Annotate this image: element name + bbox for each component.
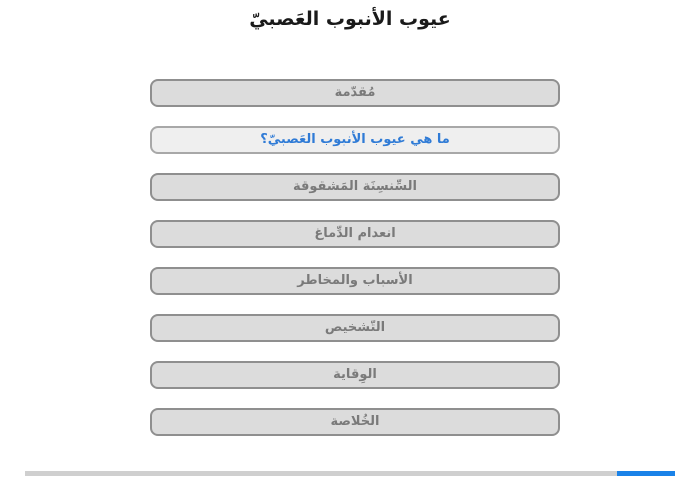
page-title: عيوب الأنبوب العَصبيّ [249,8,451,30]
chapter-menu [150,79,560,455]
menu-item-summary[interactable]: الخُلاصة [150,408,560,436]
menu-item-anencephaly[interactable]: انعدام الدِّماغ [150,220,560,248]
menu-item-spina-bifida[interactable]: السِّنسِنَة المَشقوقة [150,173,560,201]
menu-item-causes-risks[interactable]: الأسباب والمخاطر [150,267,560,295]
menu-item-introduction[interactable]: مُقدّمة [150,79,560,107]
menu-item-prevention[interactable]: الوِقاية [150,361,560,389]
progress-bar [25,471,675,476]
menu-item-diagnosis[interactable]: التّشخيص [150,314,560,342]
progress-bar-fill [617,471,676,476]
menu-item-what-are-ntds[interactable]: ما هي عيوب الأنبوب العَصبيّ؟ [150,126,560,154]
